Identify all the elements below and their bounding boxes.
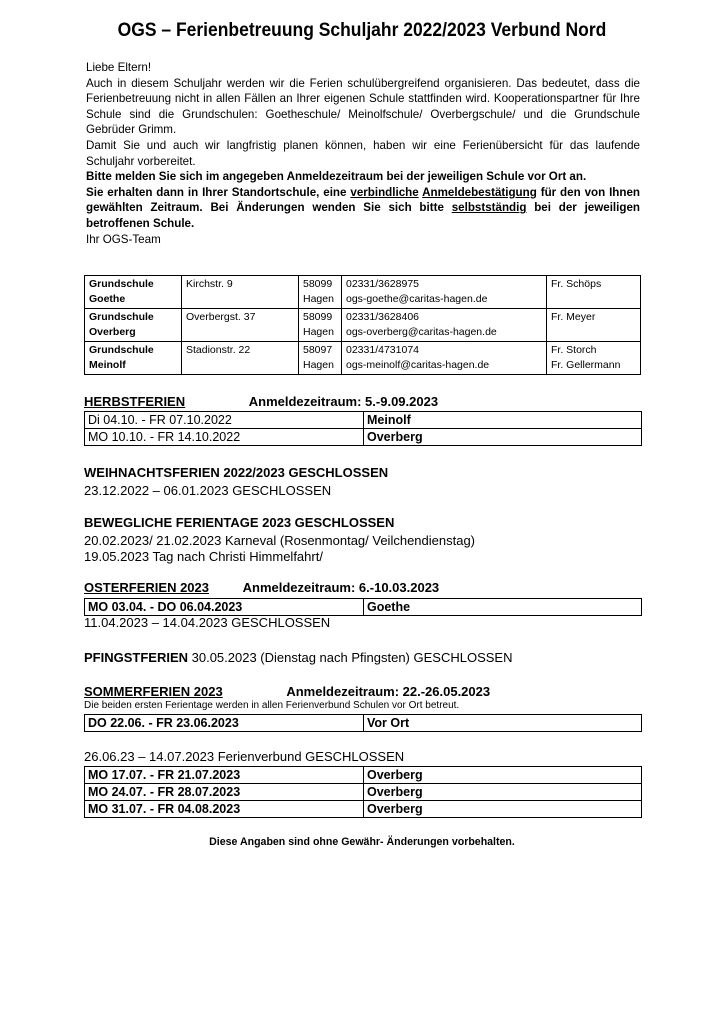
table-cell: 58099 Hagen (299, 276, 342, 309)
table-cell: Stadionstr. 22 (182, 342, 299, 375)
schools-table (84, 275, 641, 375)
footer-note: Diese Angaben sind ohne Gewähr- Änderungen vorbehalten. (209, 836, 515, 848)
sommer-note: Die beiden ersten Ferientage werden in allen Ferienverbund Schulen vor Ort betreut. (84, 700, 460, 711)
intro-paragraph-4: Sie erhalten dann in Ihrer Standortschule, eine verbindliche Anmeldebestätigung für den von Ihnen gewählten Zeitraum. Bei Änderungen wenden Sie sich bitte selbstständig bei der jeweiligen betroffenen Schule. (86, 185, 640, 230)
table-row (85, 784, 642, 801)
table-row (85, 767, 642, 784)
intro-paragraph-2: Damit Sie und auch wir langfristig planen können, haben wir eine Ferienübersicht für das laufende Schuljahr vorbereitet. (86, 138, 640, 168)
sommer-table-2 (84, 766, 642, 818)
table-cell: MO 24.07. - FR 28.07.2023 (85, 784, 364, 801)
table-row (85, 342, 641, 375)
sommer-heading: SOMMERFERIEN 2023 Anmeldezeitraum: 22.-26.05.2023 (84, 684, 491, 699)
table-cell: Grundschule Meinolf (85, 342, 182, 375)
table-cell: Di 04.10. - FR 07.10.2022 (85, 412, 364, 429)
table-row (85, 412, 642, 429)
table-cell: MO 17.07. - FR 21.07.2023 (85, 767, 364, 784)
table-row (85, 599, 642, 616)
greeting: Liebe Eltern! (86, 61, 152, 74)
table-cell: Fr. Meyer (547, 309, 641, 342)
table-cell: MO 03.04. - DO 06.04.2023 (85, 599, 364, 616)
herbst-heading: HERBSTFERIEN Anmeldezeitraum: 5.-9.09.2023 (84, 394, 439, 409)
table-row (85, 715, 642, 732)
table-cell: Fr. Storch Fr. Gellermann (547, 342, 641, 375)
table-cell: Overberg (364, 429, 642, 446)
table-row (85, 309, 641, 342)
table-cell: 02331/3628406 ogs-overberg@caritas-hagen.de (342, 309, 547, 342)
weihnacht-line: 23.12.2022 – 06.01.2023 GESCHLOSSEN (84, 483, 332, 498)
pfingsten-line: PFINGSTFERIEN 30.05.2023 (Dienstag nach Pfingsten) GESCHLOSSEN (84, 650, 513, 665)
table-cell: 58097 Hagen (299, 342, 342, 375)
signature: Ihr OGS-Team (86, 232, 161, 246)
table-cell: DO 22.06. - FR 23.06.2023 (85, 715, 364, 732)
beweglich-line-2: 19.05.2023 Tag nach Christi Himmelfahrt/ (84, 549, 323, 564)
intro-text (86, 60, 640, 247)
sommer-table-1 (84, 714, 642, 732)
table-cell: Fr. Schöps (547, 276, 641, 309)
intro-paragraph-3: Bitte melden Sie sich im angegeben Anmeldezeitraum bei der jeweiligen Schule vor Ort an. (86, 170, 587, 184)
table-cell: 02331/3628975 ogs-goethe@caritas-hagen.de (342, 276, 547, 309)
table-cell: Vor Ort (364, 715, 642, 732)
ostern-closed: 11.04.2023 – 14.04.2023 GESCHLOSSEN (84, 615, 331, 630)
ostern-table (84, 598, 642, 616)
table-cell: Grundschule Goethe (85, 276, 182, 309)
table-cell: MO 31.07. - FR 04.08.2023 (85, 801, 364, 818)
table-cell: Meinolf (364, 412, 642, 429)
page-title: OGS – Ferienbetreuung Schuljahr 2022/2023 Verbund Nord (117, 20, 607, 41)
beweglich-line-1: 20.02.2023/ 21.02.2023 Karneval (Rosenmontag/ Veilchendienstag) (84, 533, 476, 548)
table-cell: MO 10.10. - FR 14.10.2022 (85, 429, 364, 446)
weihnacht-heading: WEIHNACHTSFERIEN 2022/2023 GESCHLOSSEN (84, 465, 389, 480)
table-cell: Overberg (364, 801, 642, 818)
sommer-closed: 26.06.23 – 14.07.2023 Ferienverbund GESCHLOSSEN (84, 749, 405, 764)
table-cell: Kirchstr. 9 (182, 276, 299, 309)
ostern-heading: OSTERFERIEN 2023 Anmeldezeitraum: 6.-10.03.2023 (84, 580, 440, 595)
table-cell: Overbergst. 37 (182, 309, 299, 342)
table-row (85, 429, 642, 446)
table-cell: 02331/4731074 ogs-meinolf@caritas-hagen.de (342, 342, 547, 375)
intro-paragraph-1: Auch in diesem Schuljahr werden wir die Ferien schulübergreifend organisieren. Das bedeutet, dass die Ferienbetreuung nicht in allen Fällen an Ihrer eigenen Schule stattfinden wird. Kooperationspartner für Ihre Schule sind die Grundschulen: Goetheschule/ Meinolfschule/ Overbergschule/ und die Grundschule Gebrüder Grimm. (86, 76, 640, 137)
table-row (85, 276, 641, 309)
herbst-table (84, 411, 642, 446)
table-cell: Goethe (364, 599, 642, 616)
table-cell: Grundschule Overberg (85, 309, 182, 342)
table-cell: Overberg (364, 767, 642, 784)
beweglich-heading: BEWEGLICHE FERIENTAGE 2023 GESCHLOSSEN (84, 515, 395, 530)
table-cell: 58099 Hagen (299, 309, 342, 342)
table-cell: Overberg (364, 784, 642, 801)
table-row (85, 801, 642, 818)
